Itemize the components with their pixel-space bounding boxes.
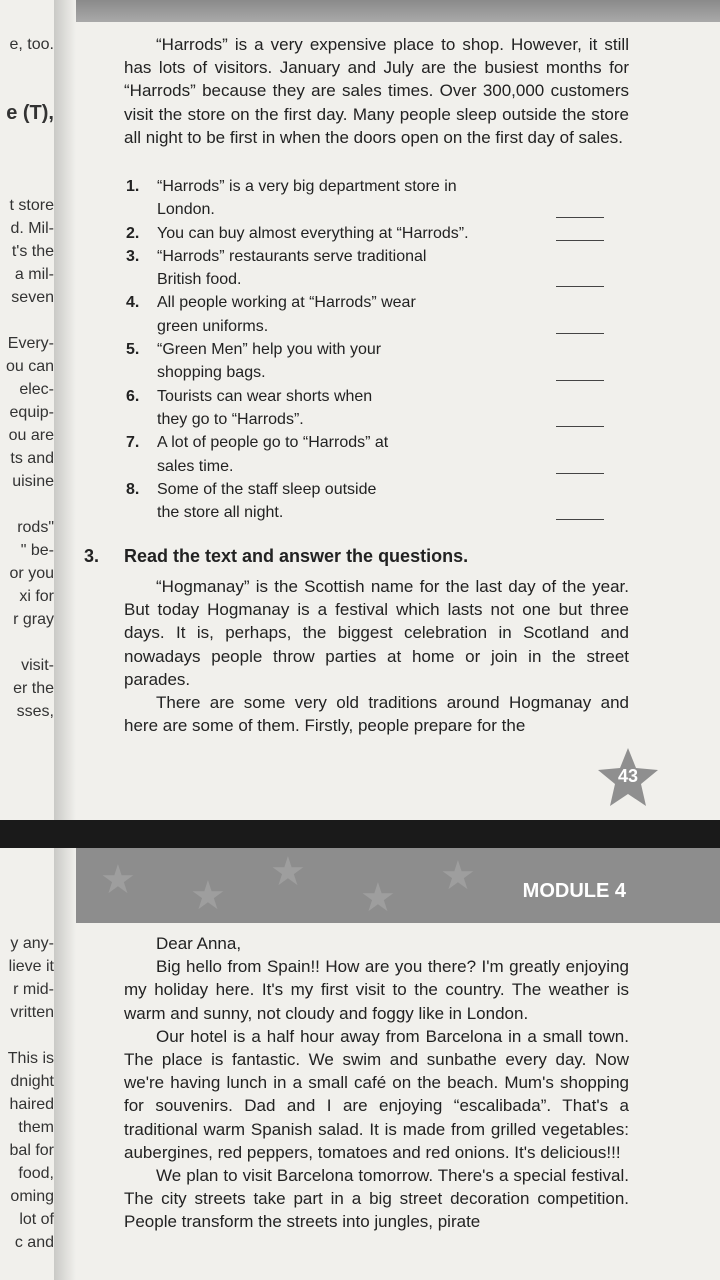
hogmanay-paragraph: There are some very old traditions around Hogmanay and here are some of them. Firstly, people prepare for the xyxy=(124,693,629,736)
left-fragment-line: uisine xyxy=(12,473,54,490)
left-fragment-line: c and xyxy=(14,1234,54,1251)
left-fragment-line: xi for xyxy=(19,588,54,605)
statement-text: All people working at “Harrods” wear green uniforms. xyxy=(157,294,416,335)
true-false-statements xyxy=(124,175,604,524)
letter-paragraph: Big hello from Spain!! How are you there? I'm greatly enjoying my holiday here. It's my first visit to the country. The weather is warm and sunny, not cloudy and foggy like in London. xyxy=(124,957,629,1023)
answer-blank[interactable] xyxy=(556,380,604,381)
statement-text: “Harrods” is a very big department store in London. xyxy=(157,178,457,219)
left-fragment-line: oming xyxy=(10,1188,54,1205)
page-gutter xyxy=(54,0,76,820)
left-fragment-line: them xyxy=(18,1119,54,1136)
letter-paragraph: We plan to visit Barcelona tomorrow. There's a special festival. The city streets take part in a big street decoration competition. People transform the streets into jungles, pirate xyxy=(124,1166,629,1232)
statement-item xyxy=(124,431,604,478)
left-fragment-line: t store xyxy=(9,197,54,214)
statement-item xyxy=(124,245,604,292)
statement-item xyxy=(124,478,604,525)
star-decoration-icon: ★ xyxy=(190,874,226,918)
statement-number: 7. xyxy=(126,434,140,452)
statement-number: 6. xyxy=(126,387,140,405)
left-fragment-line xyxy=(0,493,54,516)
answer-blank[interactable] xyxy=(556,333,604,334)
left-fragment-line: sses, xyxy=(16,703,54,720)
exercise-number: 3. xyxy=(84,546,100,566)
left-fragment-line xyxy=(0,1024,54,1047)
answer-blank[interactable] xyxy=(556,519,604,520)
letter-greeting: Dear Anna, xyxy=(156,934,242,953)
statement-item xyxy=(124,291,604,338)
left-fragment-line: a mil- xyxy=(14,266,54,283)
answer-blank[interactable] xyxy=(556,286,604,287)
statement-item xyxy=(124,385,604,432)
letter-paragraph: Our hotel is a half hour away from Barcelona in a small town. The place is fantastic. We swim and sunbathe every day. Now we're having lunch in a small café on the beach. Mum's shopping for souvenirs. Dad and I are enjoying “escalibada”. That's a traditional warm Spanish salad. It is made from grilled vegetables: aubergines, red peppers, tomatoes and red onions. It's delicious!!! xyxy=(124,1026,629,1162)
statement-number: 3. xyxy=(126,247,140,265)
statement-text: You can buy almost everything at “Harrods”. xyxy=(157,224,469,242)
left-fragment-line: ou are xyxy=(8,427,54,444)
left-fragment-line: food, xyxy=(18,1165,54,1182)
left-fragment-line xyxy=(0,631,54,654)
exercise-3-heading xyxy=(84,546,468,567)
left-fragment-line: Every- xyxy=(7,335,54,352)
page-gutter xyxy=(54,848,76,1280)
left-fragment-line xyxy=(0,79,54,102)
statement-number: 8. xyxy=(126,480,140,498)
left-fragment-line: or you xyxy=(9,565,54,582)
left-fragment-line: rods" xyxy=(17,519,54,536)
left-fragment-line: lot of xyxy=(19,1211,54,1228)
statement-text: “Green Men” help you with your shopping bags. xyxy=(157,341,382,382)
left-page-fragment xyxy=(0,33,54,723)
hogmanay-paragraph: “Hogmanay” is the Scottish name for the last day of the year. But today Hogmanay is a festival which lasts not one but three days. It is, perhaps, the biggest celebration in Scotland and nowadays people throw parties at home or join in the street parades. xyxy=(124,577,629,689)
left-fragment-line xyxy=(0,309,54,332)
left-fragment-line: e, too. xyxy=(9,36,54,53)
left-fragment-line xyxy=(0,56,54,79)
left-fragment-line: seven xyxy=(11,289,54,306)
statement-number: 1. xyxy=(126,178,140,195)
statement-text: A lot of people go to “Harrods” at sales time. xyxy=(157,434,389,475)
answer-blank[interactable] xyxy=(556,473,604,474)
left-fragment-line: visit- xyxy=(21,657,54,674)
left-fragment-line: " be- xyxy=(20,542,54,559)
star-decoration-icon: ★ xyxy=(360,876,396,920)
star-decoration-icon: ★ xyxy=(440,854,476,898)
left-fragment-line: ou can xyxy=(5,358,54,375)
left-fragment-line: r mid- xyxy=(13,981,54,998)
page-number: 43 xyxy=(617,766,639,786)
answer-blank[interactable] xyxy=(556,426,604,427)
left-fragment-line: y any- xyxy=(10,935,54,952)
harrods-paragraph xyxy=(124,33,629,149)
intro-paragraph: “Harrods” is a very expensive place to shop. However, it still has lots of visitors. January and July are the busiest months for “Harrods” because they are sales times. Over 300,000 customers visit the store on the first day. Many people sleep outside the store all night to be first in when the doors open on the first day of sales. xyxy=(124,35,629,147)
statement-item xyxy=(124,338,604,385)
answer-blank[interactable] xyxy=(556,217,604,218)
left-fragment-line: bal for xyxy=(9,1142,54,1159)
left-fragment-line: This is xyxy=(7,1050,54,1067)
left-fragment-line xyxy=(0,171,54,194)
left-page-fragment xyxy=(0,932,54,1254)
left-fragment-line: r gray xyxy=(13,611,54,628)
statement-item xyxy=(124,222,604,245)
page-header-band xyxy=(60,0,720,22)
module-title: MODULE 4 xyxy=(522,880,626,902)
answer-blank[interactable] xyxy=(556,240,604,241)
statement-number: 5. xyxy=(126,341,140,359)
left-fragment-line xyxy=(0,148,54,171)
left-fragment-line xyxy=(0,125,54,148)
left-fragment-line: equip- xyxy=(9,404,54,421)
left-fragment-line: er the xyxy=(13,680,54,697)
left-fragment-line: haired xyxy=(9,1096,54,1113)
left-fragment-line: e (T), xyxy=(6,102,54,124)
statement-item xyxy=(124,175,604,222)
left-fragment-line: d. Mil- xyxy=(10,220,54,237)
left-fragment-line: t's the xyxy=(11,243,54,260)
left-fragment-line: elec- xyxy=(19,381,54,398)
letter-text xyxy=(124,932,629,1234)
star-decoration-icon: ★ xyxy=(100,858,136,902)
star-decoration-icon: ★ xyxy=(270,850,306,894)
hogmanay-text xyxy=(124,575,629,737)
statement-text: Some of the staff sleep outside the store all night. xyxy=(157,480,377,522)
statement-text: “Harrods” restaurants serve traditional British food. xyxy=(157,247,427,289)
statement-number: 4. xyxy=(126,294,140,312)
left-fragment-line: vritten xyxy=(10,1004,54,1021)
statement-text: Tourists can wear shorts when they go to “Harrods”. xyxy=(157,387,373,428)
left-fragment-line: dnight xyxy=(10,1073,54,1090)
exercise-instruction: Read the text and answer the questions. xyxy=(124,546,469,566)
statement-number: 2. xyxy=(126,224,140,242)
left-fragment-line: lieve it xyxy=(8,958,54,975)
page-number-badge xyxy=(596,746,660,810)
left-fragment-line: ts and xyxy=(10,450,54,467)
